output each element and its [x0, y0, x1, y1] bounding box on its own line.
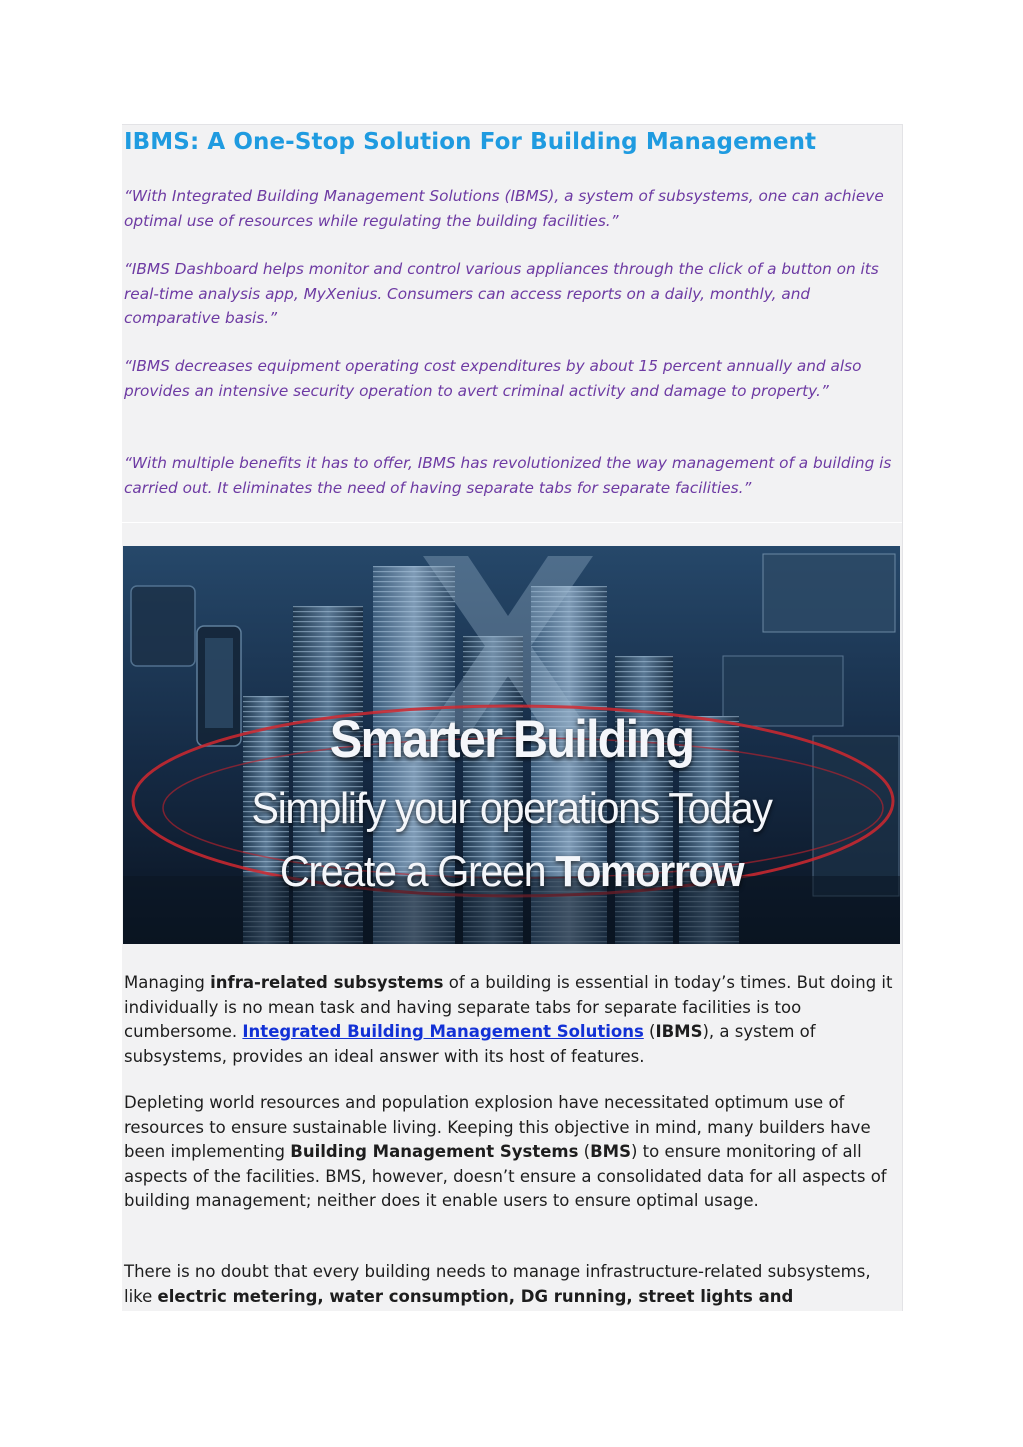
quote-2: “IBMS Dashboard helps monitor and control various appliances through the click of a button on its real-time analysis app, MyXenius. Consumers can access reports on a daily, monthly, and comparative basis.” — [124, 260, 879, 327]
banner-headline: Smarter Building — [329, 710, 694, 769]
paragraph-2-text: Depleting world resources and population explosion have necessitated optimum use of resources to ensure sustainable living. Keeping this objective in mind, many builders have been implementing — [124, 1093, 871, 1161]
paragraph-1 — [124, 971, 902, 1069]
paragraph-2-text: ) to ensure monitoring of all aspects of the facilities. BMS, however, doesn’t ensure a consolidated data for all aspects of building management; neither does it enable users to ensure optimal usage. — [124, 1142, 887, 1210]
paragraph-2-bold: BMS — [590, 1142, 631, 1161]
banner-tagline-1: Simplify your operations Today — [251, 784, 772, 833]
quote-1: “With Integrated Building Management Solutions (IBMS), a system of subsystems, one can achieve optimal use of resources while regulating the building facilities.” — [124, 187, 884, 230]
paragraph-1-bold: IBMS — [655, 1022, 703, 1041]
paragraph-2-bold: Building Management Systems — [290, 1142, 579, 1161]
paragraph-2-text: ( — [578, 1142, 591, 1161]
paragraph-1-text: ), a system of subsystems, provides an ideal answer with its host of features. — [124, 1022, 816, 1066]
paragraph-1-bold: infra-related subsystems — [210, 973, 444, 992]
banner-tagline-2-start: Create a Green — [279, 847, 556, 896]
banner-tagline-2 — [146, 847, 876, 897]
section-divider — [122, 522, 902, 523]
article-title: IBMS: A One-Stop Solution For Building Management — [124, 129, 817, 155]
paragraph-3 — [124, 1260, 902, 1309]
quote-3: “IBMS decreases equipment operating cost expenditures by about 15 percent annually and also provides an intensive security operation to avert criminal activity and damage to property.” — [124, 357, 862, 400]
article-panel — [122, 124, 903, 1311]
banner-tagline-2-bold: Tomorrow — [555, 847, 744, 896]
paragraph-1-text: of a building is essential in today’s times. But doing it individually is no mean task and having separate tabs for separate facilities is too cumbersome. — [124, 973, 893, 1041]
paragraph-1-text: Managing — [124, 973, 211, 992]
quote-4: “With multiple benefits it has to offer, IBMS has revolutionized the way management of a building is carried out. It eliminates the need of having separate tabs for separate facilities.” — [124, 454, 892, 497]
paragraph-1-text: ( — [643, 1022, 656, 1041]
banner-text-overlay — [123, 546, 900, 944]
smarter-building-banner-image — [123, 546, 900, 944]
ibms-link[interactable]: Integrated Building Management Solutions — [242, 1022, 644, 1041]
paragraph-3-text: There is no doubt that every building needs to manage infrastructure-related subsystems, like — [124, 1262, 871, 1306]
paragraph-3-bold: electric metering, water consumption, DG running, street lights and — [157, 1286, 794, 1306]
paragraph-2 — [124, 1091, 902, 1214]
